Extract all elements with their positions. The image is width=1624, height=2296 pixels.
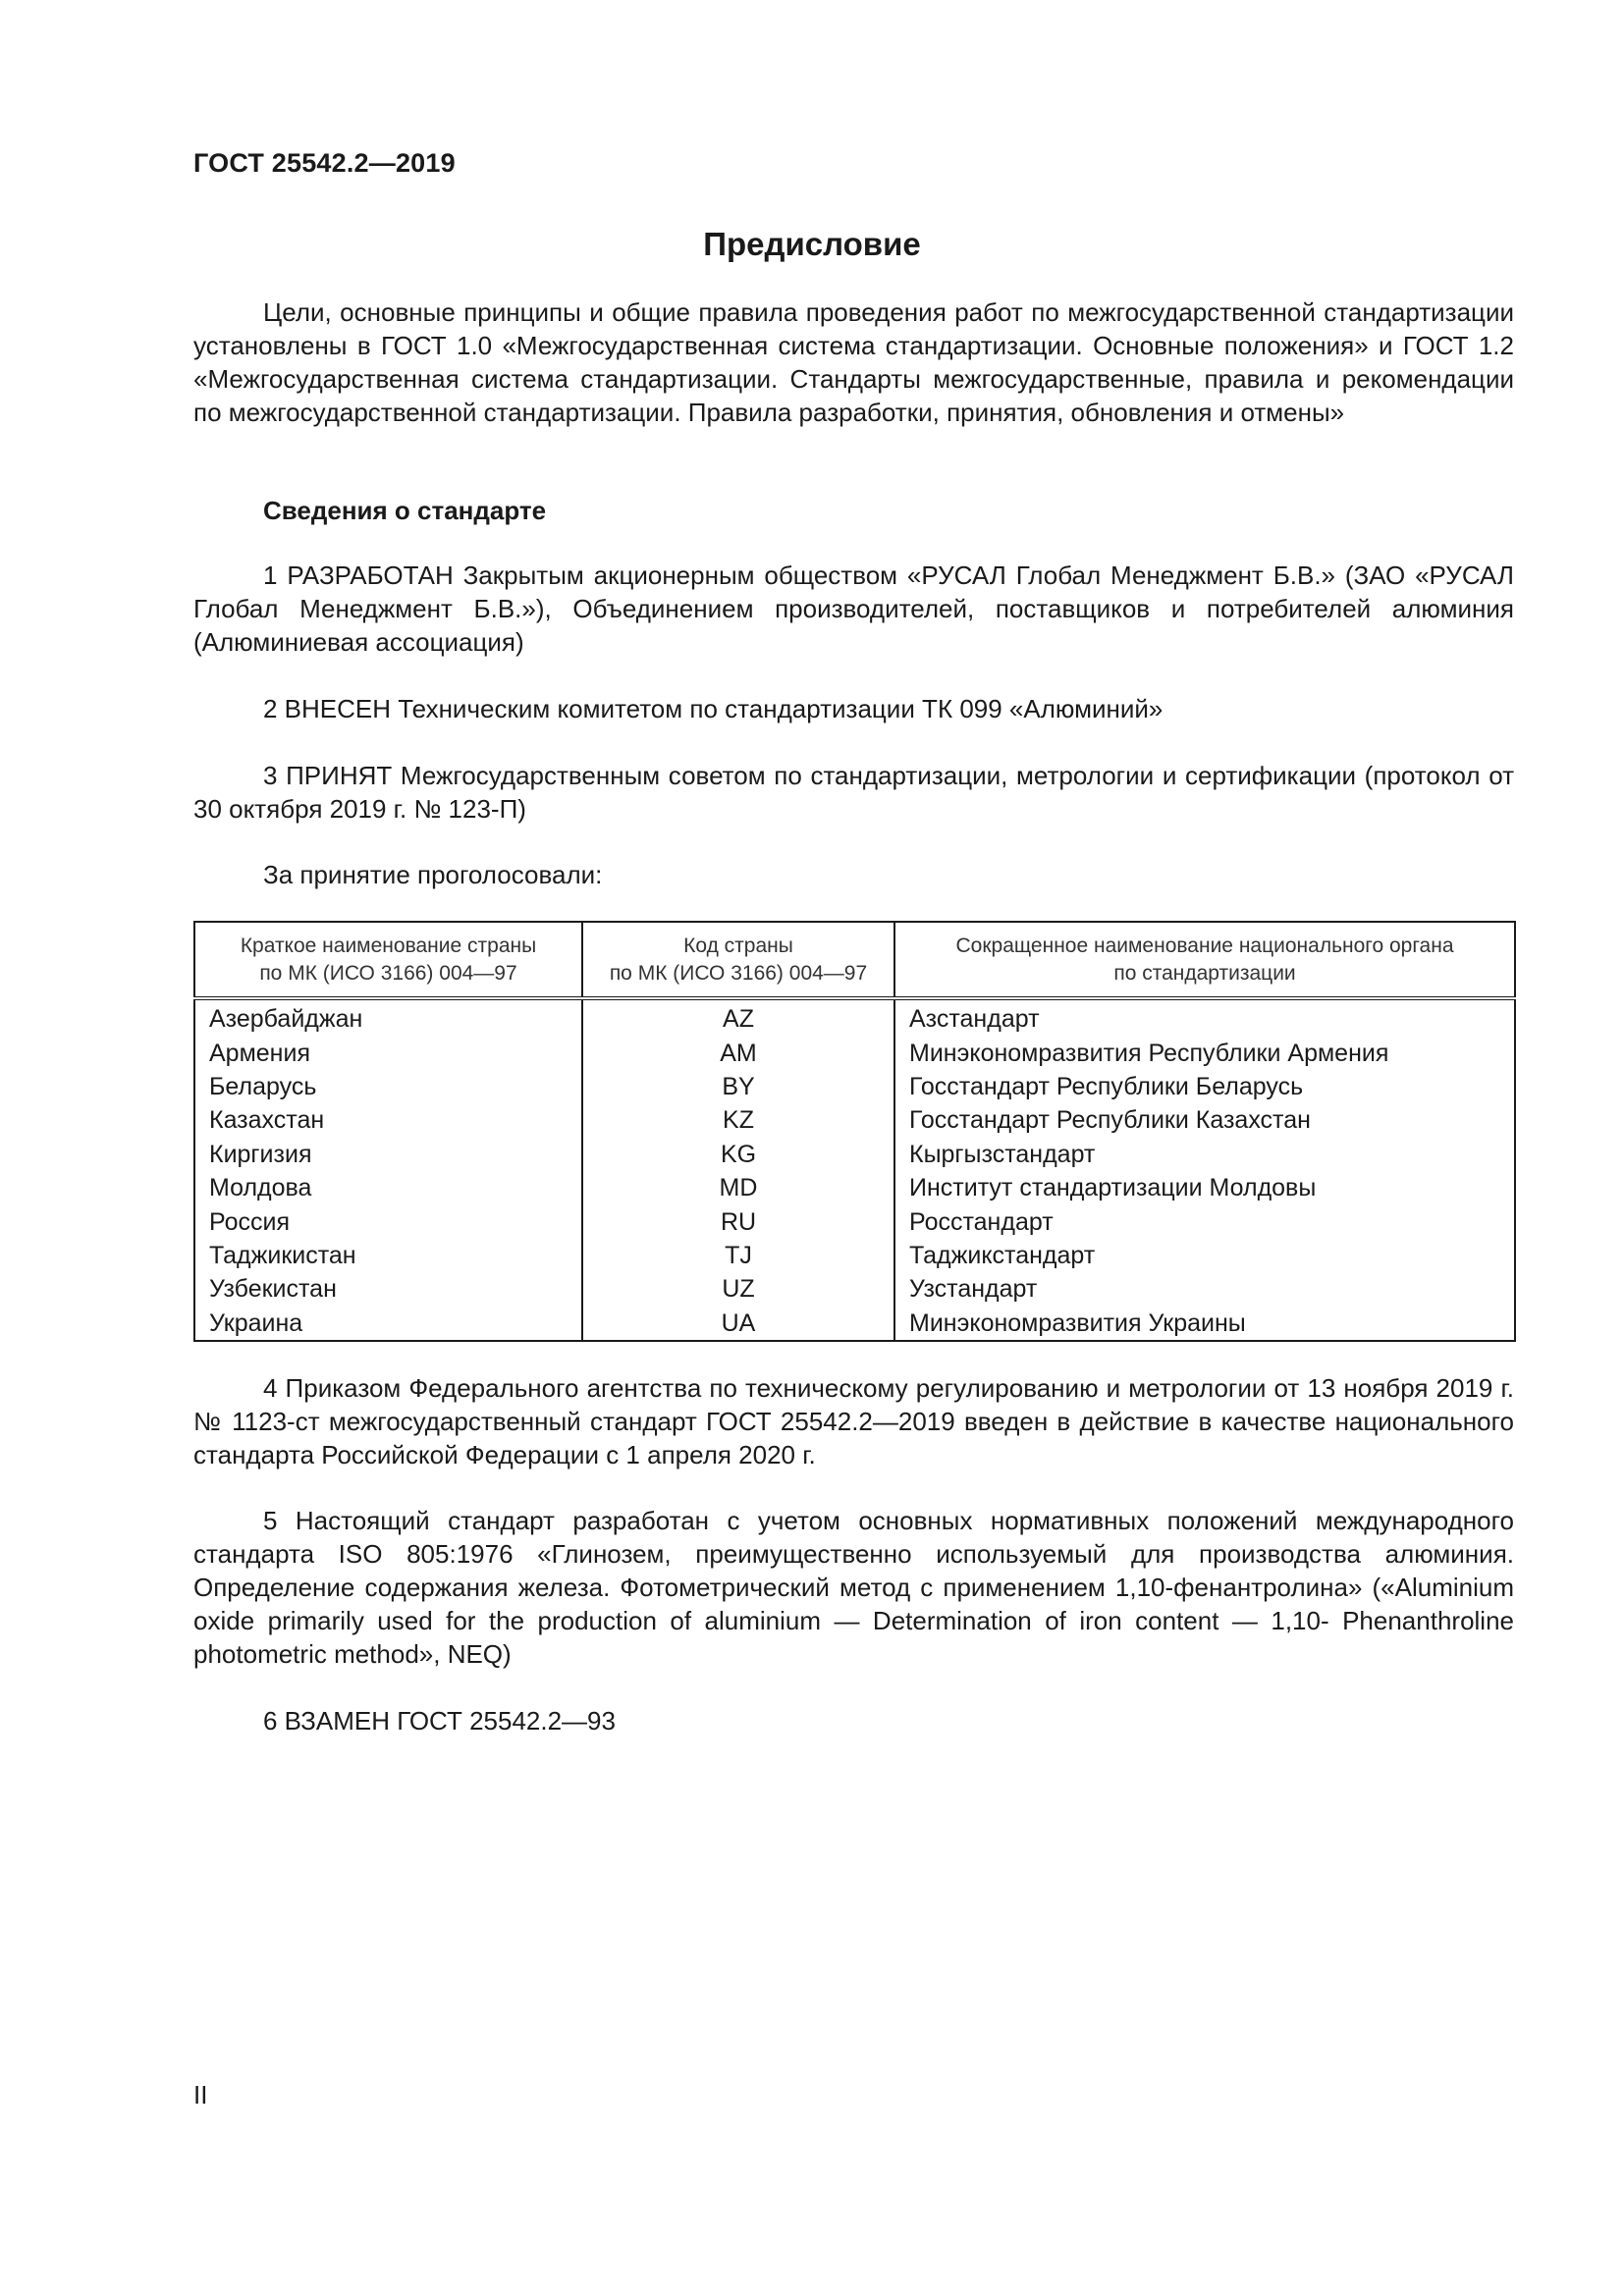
country-code: UZ [582,1272,894,1306]
country-code: UA [582,1307,894,1341]
country-name: Армения [194,1036,582,1069]
standards-body: Минэкономразвития Украины [894,1307,1515,1341]
intro-paragraph: Цели, основные принципы и общие правила проведения работ по межгосударственной стандартизации установлены в ГОСТ 1.0 «Межгосударственная система стандартизации. Основные положения» и ГОСТ 1.2 «Межгосударственная система стандартизации. Стандарты межгосударственные, правила и рекомендации по межгосударственной стандартизации. Правила разработки, принятия, обновления и отмены» [193,297,1514,427]
item-enacted: 4 Приказом Федерального агентства по техническому регулированию и метрологии от 13 ноября 2019 г. № 1123-ст межгосударственный стандарт ГОСТ 25542.2—2019 введен в действие в качестве национального стандарта Российской Федерации с 1 апреля 2020 г. [193,1373,1514,1469]
standards-body: Азстандарт [894,998,1515,1036]
standards-body: Госстандарт Республики Беларусь [894,1070,1515,1103]
item-submitted: 2 ВНЕСЕН Техническим комитетом по стандартизации ТК 099 «Алюминий» [263,694,1164,723]
table-row [194,998,1515,1036]
voting-countries-table [193,921,1516,1342]
table-row [194,1307,1515,1341]
country-name: Россия [194,1204,582,1238]
item-developed: 1 РАЗРАБОТАН Закрытым акционерным обществом «РУСАЛ Глобал Менеджмент Б.В.» (ЗАО «РУСАЛ Глобал Менеджмент Б.В.»), Объединением производителей, поставщиков и потребителей алюминия (Алюминиевая ассоциация) [193,561,1514,657]
country-name: Беларусь [194,1070,582,1103]
standards-body: Таджикстандарт [894,1239,1515,1272]
country-code: BY [582,1070,894,1103]
header-country-line1: Краткое наименование страны [240,934,537,957]
page-number: II [193,2080,208,2109]
header-code-line2: по МК (ИСО 3166) 004—97 [609,961,868,985]
header-body-line2: по стандартизации [1113,961,1296,985]
table-header-row [194,922,1515,998]
item-basis: 5 Настоящий стандарт разработан с учетом основных нормативных положений международного стандарта ISO 805:1976 «Глинозем, преимущественно используемый для производства алюминия. Определение содержания железа. Фотометрический метод с применением 1,10-фенантролина» («Aluminium oxide primarily used for the production of aluminium — Determination of iron content — 1,10- Phenanthroline photometric method», NEQ) [193,1506,1514,1669]
country-name: Таджикистан [194,1239,582,1272]
country-name: Казахстан [194,1103,582,1137]
country-name: Азербайджан [194,998,582,1036]
table-row [194,1171,1515,1204]
section-heading: Сведения о стандарте [263,496,547,525]
country-code: AZ [582,998,894,1036]
country-name: Украина [194,1307,582,1341]
country-code: KG [582,1138,894,1171]
standards-body: Росстандарт [894,1204,1515,1238]
table-row [194,1070,1515,1103]
table-row [194,1138,1515,1171]
standards-body: Кыргызстандарт [894,1138,1515,1171]
table-row [194,1239,1515,1272]
country-code: KZ [582,1103,894,1137]
standards-body: Госстандарт Республики Казахстан [894,1103,1515,1137]
header-country-line2: по МК (ИСО 3166) 004—97 [259,961,517,985]
standards-body: Узстандарт [894,1272,1515,1306]
header-country [194,922,582,998]
item-replaces: 6 ВЗАМЕН ГОСТ 25542.2—93 [263,1706,616,1735]
country-code: RU [582,1204,894,1238]
standards-body: Институт стандартизации Молдовы [894,1171,1515,1204]
header-code-line1: Код страны [683,934,793,957]
table-row [194,1036,1515,1069]
table-row [194,1103,1515,1137]
country-name: Узбекистан [194,1272,582,1306]
country-code: TJ [582,1239,894,1272]
country-code: AM [582,1036,894,1069]
country-name: Киргизия [194,1138,582,1171]
voted-label: За принятие проголосовали: [263,860,603,889]
table-row [194,1204,1515,1238]
country-code: MD [582,1171,894,1204]
item-adopted: 3 ПРИНЯТ Межгосударственным советом по стандартизации, метрологии и сертификации (протокол от 30 октября 2019 г. № 123-П) [193,761,1514,824]
header-body [894,922,1515,998]
document-header: ГОСТ 25542.2—2019 [193,148,456,178]
country-name: Молдова [194,1171,582,1204]
header-body-line1: Сокращенное наименование национального органа [955,934,1454,957]
header-code [582,922,894,998]
page-title: Предисловие [703,226,921,262]
standards-body: Минэкономразвития Республики Армения [894,1036,1515,1069]
table-row [194,1272,1515,1306]
